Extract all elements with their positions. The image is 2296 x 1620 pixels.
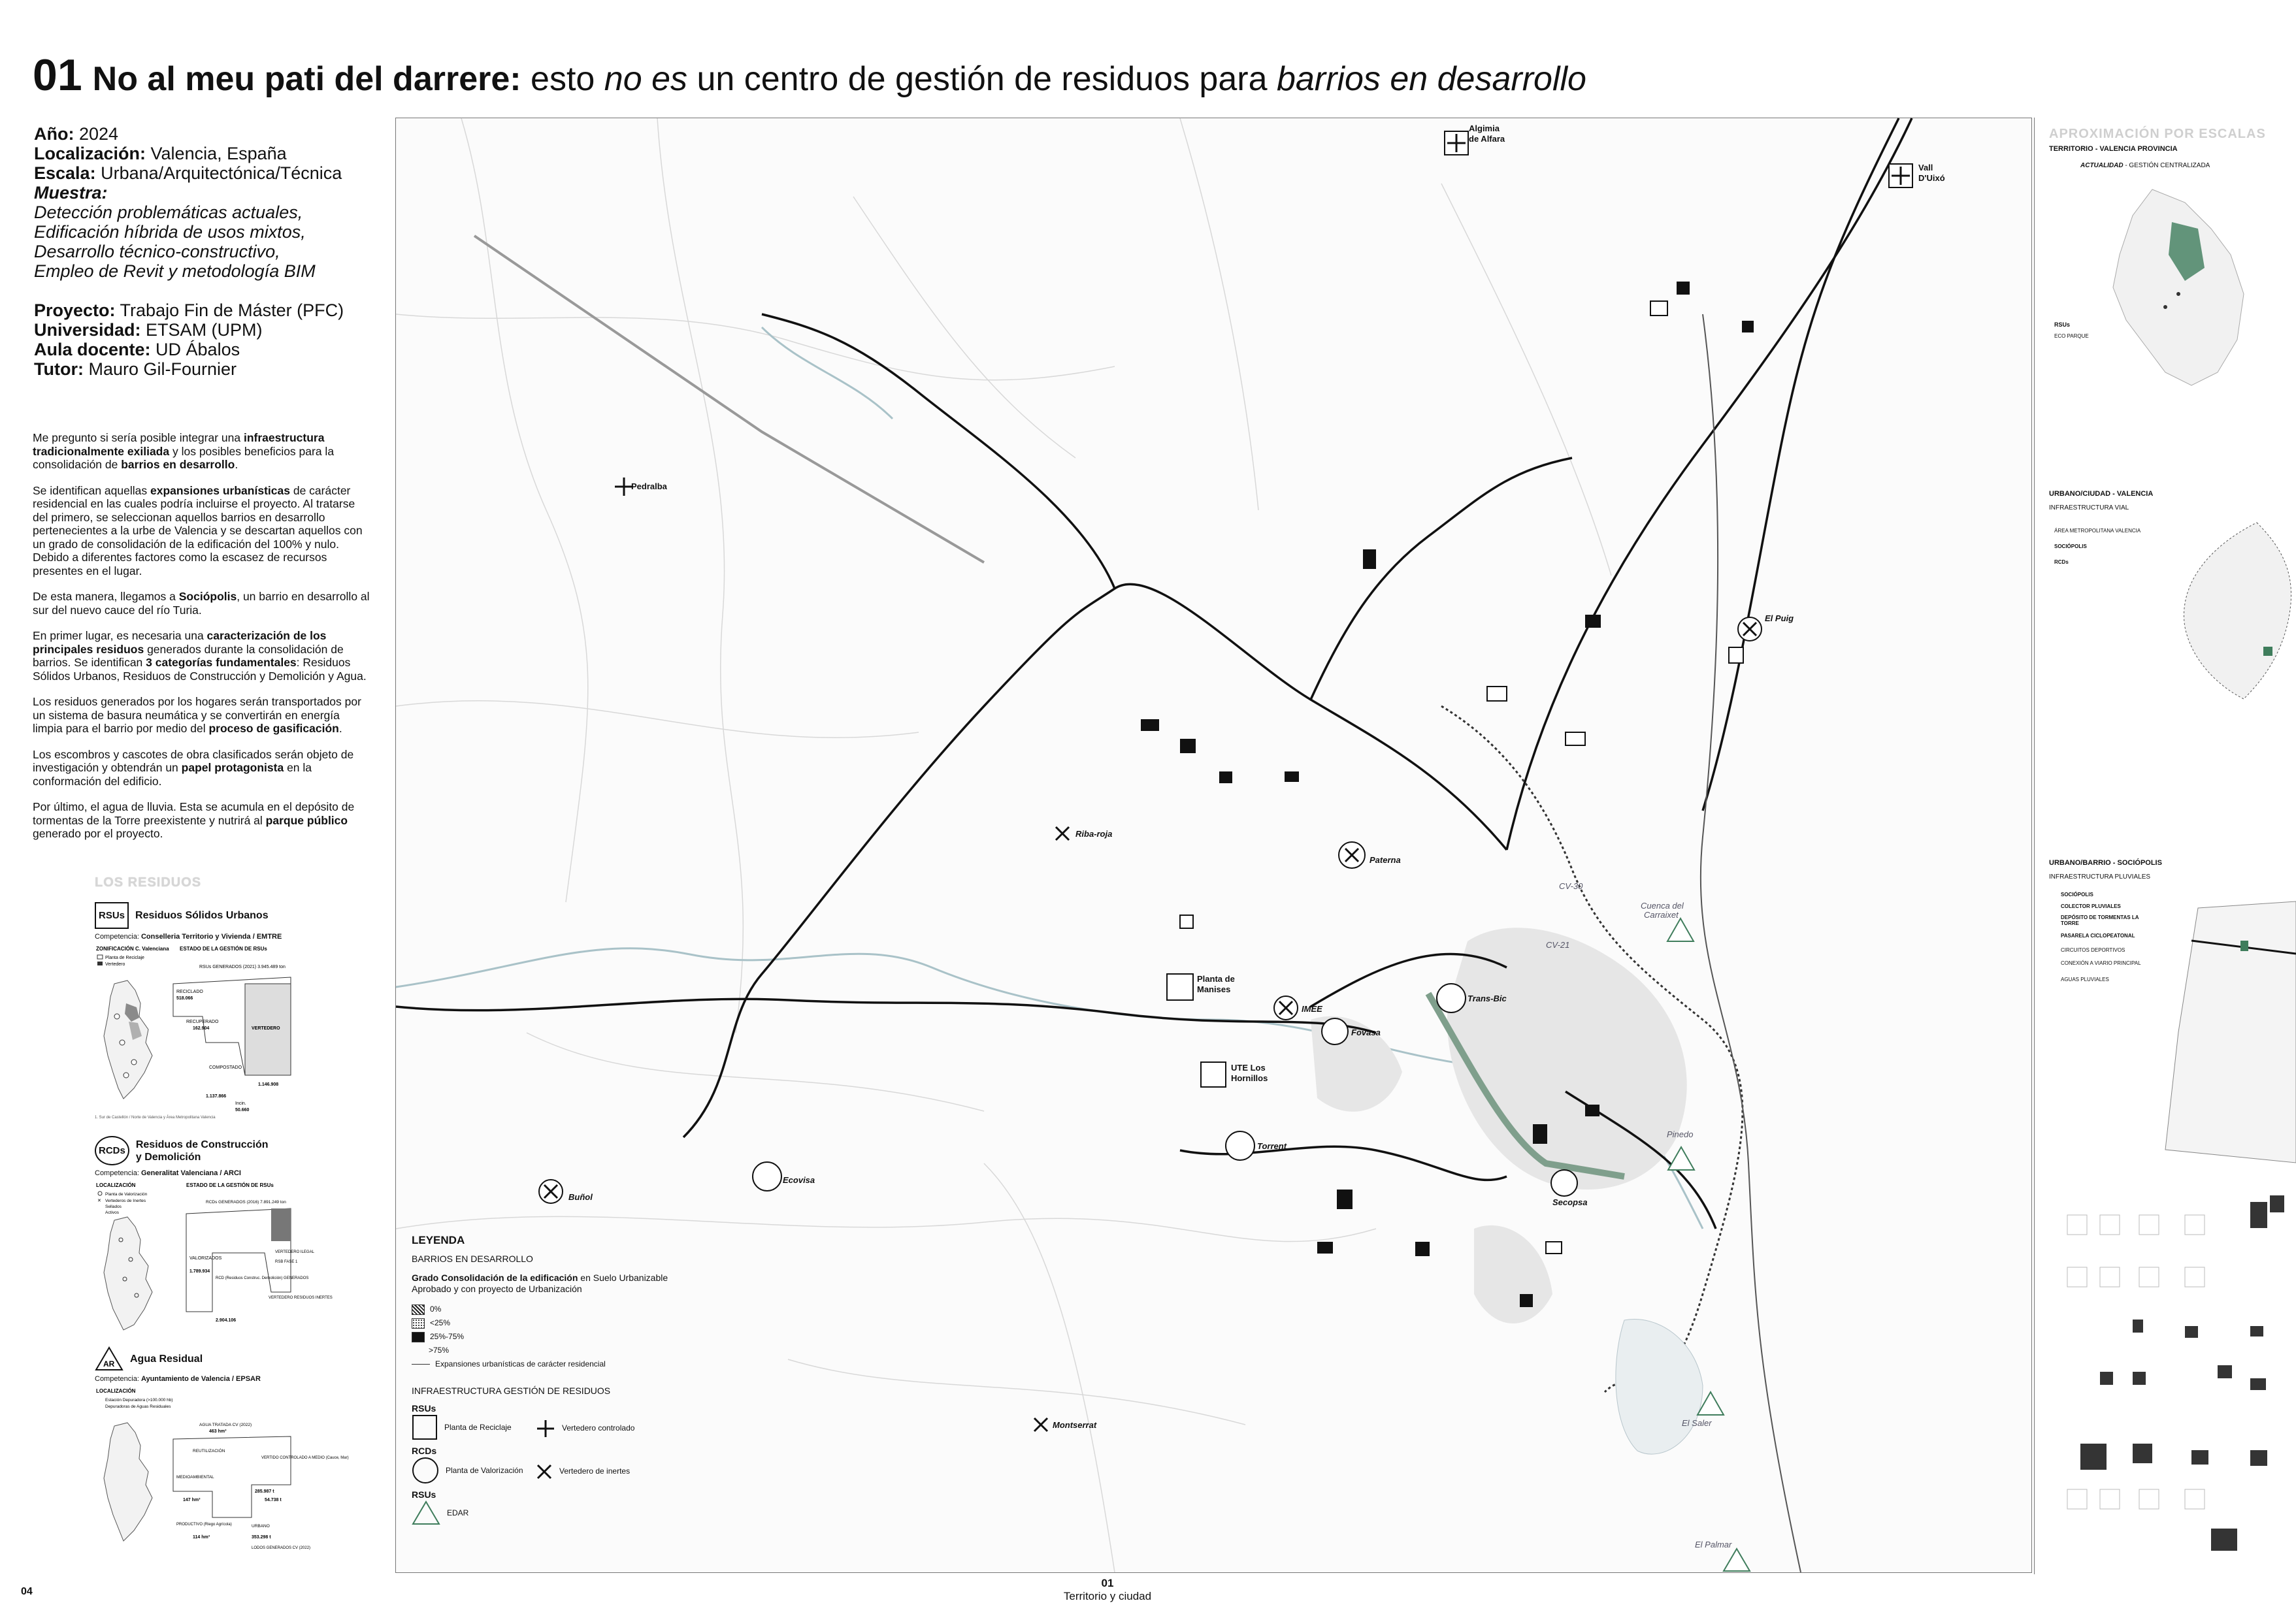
- chapter-footer: [1013, 1577, 1202, 1603]
- rsu-diagram: [95, 945, 310, 1121]
- rsu-competencia: Conselleria Territorio y Vivienda / EMTRE: [140, 933, 282, 941]
- classroom-value: UD Ábalos: [150, 340, 240, 359]
- title-italic1: no es: [604, 60, 688, 98]
- chapter-title: Territorio y ciudad: [1063, 1590, 1152, 1602]
- svg-text:VERTIDO CONTROLADO A MEDIO (Ca: VERTIDO CONTROLADO A MEDIO (Cauce, Mar): [261, 1456, 349, 1460]
- rsu-legend1: Planta de Reciclaje: [105, 956, 144, 960]
- svg-text:RCDs GENERADOS (2016) 7.891.24: RCDs GENERADOS (2016) 7.891.249 ton: [206, 1200, 286, 1205]
- legend-item-25-75: 25%-75%: [412, 1331, 686, 1342]
- svg-text:RSB FASE 1: RSB FASE 1: [275, 1260, 298, 1264]
- rcd-title: Residuos de Construcción y Demolición: [135, 1139, 269, 1163]
- svg-text:353.298 t: 353.298 t: [252, 1535, 271, 1540]
- svg-text:Estación Depuradora (>100.000: Estación Depuradora (>100.000 hb): [105, 1398, 173, 1402]
- page-title: [33, 51, 1586, 100]
- svg-text:IMEE: IMEE: [1302, 1004, 1322, 1014]
- project-value: Trabajo Fin de Máster (PFC): [115, 300, 344, 320]
- ar-competencia: Ayuntamiento de Valencia / EPSAR: [140, 1375, 261, 1383]
- svg-text:ESTADO DE LA GESTIÓN DE RSUs: ESTADO DE LA GESTIÓN DE RSUs: [186, 1182, 274, 1188]
- svg-text:50.660: 50.660: [235, 1108, 250, 1112]
- svg-text:Fovasa: Fovasa: [1351, 1028, 1381, 1037]
- valorizacion-icon: [1322, 1018, 1348, 1045]
- sample-item: Edificación híbrida de usos mixtos,: [34, 222, 306, 242]
- legend-subtitle: BARRIOS EN DESARROLLO: [412, 1254, 533, 1264]
- rcd-badge: RCDs: [95, 1136, 129, 1165]
- svg-text:Hornillos: Hornillos: [1231, 1073, 1268, 1083]
- svg-text:RCD (Residuos Construc. Demoli: RCD (Residuos Construc. Demolición) GENERADOS: [216, 1276, 309, 1280]
- svg-text:D'Uixó: D'Uixó: [1918, 173, 1945, 183]
- svg-text:147 hm³: 147 hm³: [183, 1498, 201, 1502]
- valorizacion-icon: [1551, 1170, 1577, 1196]
- svg-text:Secopsa: Secopsa: [1552, 1197, 1588, 1207]
- albufera-lake: [1616, 1319, 1703, 1454]
- svg-text:Pinedo: Pinedo: [1667, 1129, 1694, 1139]
- sample-item: Desarrollo técnico-constructivo,: [34, 242, 280, 261]
- intro-paragraph: De esta manera, llegamos a Sociópolis, un barrio en desarrollo al sur del nuevo cauce del río Turia.: [33, 590, 370, 617]
- svg-text:518.066: 518.066: [176, 996, 193, 1001]
- barrios-catalogue: [2041, 1189, 2289, 1568]
- rsu-sub2: ESTADO DE LA GESTIÓN DE RSUs: [180, 946, 267, 952]
- project-label: Proyecto:: [34, 300, 116, 320]
- scale-value: Urbana/Arquitectónica/Técnica: [95, 163, 342, 183]
- intro-paragraph: Los escombros y cascotes de obra clasificados serán objeto de investigación y obtendrán un papel protagonista en la conformación del edificio.: [33, 747, 354, 788]
- svg-text:1.137.866: 1.137.866: [206, 1094, 227, 1099]
- rsu-block: RSUs Residuos Sólidos Urbanos Competencia: Conselleria Territorio y Vivienda / EMTRE ZONIFICACIÓN C. Valenciana ESTADO DE LA GESTIÓN DE RSUs Planta de Reciclaje Vertedero RSUs GENERADOS (2021) 3.945.489 ton RECICLADO 518.066 RECUPERADO 162.904 COMPOSTADO 1.137.866 VERTEDERO 1.146.908 Incin. 50.660 1. Sur de Castellón / Norte de Valencia y Área Metropolitana Valencia: [95, 902, 310, 1124]
- vertedero-inertes-icon: [1034, 1418, 1047, 1431]
- intro-paragraph: En primer lugar, es necesaria una caracterización de los principales residuos generados durante la consolidación de barrios. Se identifican 3 categorías fundamentales: Residuos Sólidos Urbanos, Residuos de Construcción y Demolición y Agua.: [33, 629, 367, 683]
- reciclaje-icon: [1167, 974, 1193, 1000]
- tutor-label: Tutor:: [34, 359, 84, 379]
- svg-text:VALORIZADOS: VALORIZADOS: [189, 1256, 222, 1261]
- reciclaje-icon: [1201, 1062, 1226, 1087]
- vertedero-inertes-legend-icon: [536, 1463, 553, 1480]
- year-value: 2024: [74, 124, 119, 144]
- rsu-legend2: Vertedero: [105, 962, 125, 967]
- scales-panel: APROXIMACIÓN POR ESCALAS TERRITORIO - VALENCIA PROVINCIA ACTUALIDAD - GESTIÓN CENTRALIZADA RSUs ECO PARQUE URBANO/CIUDAD - VALENCIA INFRAESTRUCTURA VIAL ÁREA METROPOLITANA VALENCIA SOCIÓPOLIS RCDs URBANO/BARRIO - SOCIÓPOLIS INFRAESTRUCTURA PLUVIALES SOCIÓPOLIS COLECTOR PLUVIALES DEPÓSITO DE TORMENTAS LA TORRE PASARELA CICLOPEATONAL CIRCUITOS DEPORTIVOS CONEXIÓN A VIARIO PRINCIPAL AGUAS PLUVIALES: [2034, 118, 2293, 1574]
- valorizacion-inertes-icon: [1339, 842, 1365, 868]
- valorizacion-inertes-icon: [1738, 617, 1762, 641]
- coastline: [1701, 314, 1801, 1572]
- barrio-map: [2100, 901, 2296, 1176]
- intro-text: [33, 431, 372, 853]
- title-part1: esto: [521, 60, 604, 98]
- svg-text:de Alfara: de Alfara: [1469, 134, 1505, 144]
- ar-title: Agua Residual: [130, 1353, 203, 1365]
- valorizacion-icon: [1226, 1131, 1255, 1160]
- svg-text:54.738 t: 54.738 t: [265, 1498, 282, 1502]
- svg-text:1. Sur de Castellón / Norte de: 1. Sur de Castellón / Norte de Valencia y Área Metropolitana Valencia: [95, 1116, 216, 1120]
- svg-text:Torrent: Torrent: [1257, 1141, 1287, 1151]
- svg-text:Planta de: Planta de: [1197, 974, 1235, 984]
- valorizacion-icon: [1437, 984, 1466, 1012]
- map-labels: [568, 123, 1945, 1549]
- legend-item-0: 0%: [412, 1304, 686, 1315]
- urban-area: [1311, 928, 1687, 1323]
- svg-text:285.987 t: 285.987 t: [255, 1489, 274, 1494]
- title-italic2: barrios en desarrollo: [1276, 60, 1586, 98]
- label-algimia: Algimia: [1469, 123, 1500, 133]
- vertedero-inertes-icon: [1056, 827, 1069, 840]
- svg-text:Montserrat: Montserrat: [1053, 1420, 1097, 1430]
- svg-text:MEDIOAMBIENTAL: MEDIOAMBIENTAL: [176, 1475, 214, 1480]
- sample-item: Empleo de Revit y metodología BIM: [34, 261, 316, 281]
- residuos-heading: LOS RESIDUOS: [95, 875, 202, 890]
- rsu-title: Residuos Sólidos Urbanos: [135, 910, 269, 921]
- rail-line: [474, 236, 984, 562]
- svg-text:LODOS GENERADOS CV (2022): LODOS GENERADOS CV (2022): [252, 1546, 311, 1550]
- svg-text:VERTEDERO: VERTEDERO: [252, 1026, 280, 1031]
- sample-item: Detección problemáticas actuales,: [34, 202, 303, 222]
- valorizacion-inertes-icon: [1274, 996, 1298, 1020]
- legend-description: Grado Consolidación de la edificación en Suelo Urbanizable Aprobado y con proyecto de Urbanización: [412, 1272, 668, 1294]
- rsu-sub1: ZONIFICACIÓN C. Valenciana: [96, 946, 169, 952]
- edar-icon: [1667, 918, 1750, 1571]
- svg-text:Riba-roja: Riba-roja: [1075, 829, 1113, 839]
- page-number: 04: [21, 1586, 33, 1597]
- svg-text:✕: ✕: [97, 1199, 101, 1203]
- svg-text:Pedralba: Pedralba: [631, 481, 667, 491]
- territorio-map: [2074, 176, 2289, 398]
- vertedero-controlado-icon: [1445, 131, 1468, 155]
- svg-text:Depuradoras de Aguas Residuale: Depuradoras de Aguas Residuales: [105, 1404, 171, 1409]
- ar-diagram: [95, 1387, 349, 1583]
- svg-text:El Palmar: El Palmar: [1695, 1540, 1732, 1549]
- edar-legend-icon: [412, 1500, 440, 1525]
- title-part2: un centro de gestión de residuos para: [687, 60, 1277, 98]
- svg-text:REUTILIZACIÓN: REUTILIZACIÓN: [193, 1449, 225, 1453]
- legend-item-25: <25%: [412, 1318, 686, 1329]
- svg-text:1.789.934: 1.789.934: [189, 1269, 210, 1274]
- svg-text:Incin.: Incin.: [235, 1101, 246, 1106]
- university-label: Universidad:: [34, 320, 141, 340]
- university-value: ETSAM (UPM): [140, 320, 263, 340]
- title-number: 01: [33, 50, 82, 100]
- valorizacion-icon: [753, 1162, 781, 1191]
- svg-text:Vertederos de Inertes: Vertederos de Inertes: [105, 1199, 146, 1203]
- svg-text:Planta de Valorización: Planta de Valorización: [105, 1192, 148, 1197]
- rcd-competencia: Generalitat Valenciana / ARCI: [140, 1169, 241, 1177]
- sample-label: Muestra:: [34, 183, 108, 202]
- rcd-block: RCDs Residuos de Construcción y Demolición Competencia: Generalitat Valenciana / ARCI LOCALIZACIÓN ESTADO DE LA GESTIÓN DE RSUs Planta de Valorización ✕ Vertederos de Inertes Sellados Activos RCDs GENERADOS (2016) 7.891.249 ton VALORIZADOS 1.789.934 RCD (Residuos Construc. Demolición) GENERADOS 2.904.106 VERTEDERO ILEGAL RSB FASE 1 VERTEDERO RESIDUOS INERTES: [95, 1136, 310, 1335]
- svg-text:Vall: Vall: [1918, 163, 1933, 172]
- svg-text:CV-30: CV-30: [1559, 881, 1583, 891]
- location-value: Valencia, España: [146, 144, 287, 163]
- svg-text:Sellados: Sellados: [105, 1205, 122, 1209]
- svg-text:AR: AR: [103, 1359, 115, 1369]
- project-meta: [34, 124, 374, 379]
- vertedero-controlado-legend-icon: [536, 1419, 555, 1438]
- scale-label: Escala:: [34, 163, 96, 183]
- svg-text:El Puig: El Puig: [1765, 613, 1794, 623]
- scales-heading: APROXIMACIÓN POR ESCALAS: [2049, 127, 2266, 141]
- svg-text:RECUPERADO: RECUPERADO: [186, 1020, 219, 1024]
- tutor-value: Mauro Gil-Fournier: [83, 359, 237, 379]
- svg-text:Buñol: Buñol: [568, 1192, 593, 1202]
- intro-paragraph: Por último, el agua de lluvia. Esta se acumula en el depósito de tormentas de la Torre preexistente y nutrirá al parque público generado por el proyecto.: [33, 800, 355, 840]
- svg-text:COMPOSTADO: COMPOSTADO: [209, 1065, 242, 1070]
- title-bold: No al meu pati del darrere:: [92, 60, 521, 98]
- svg-text:AGUA TRATADA CV (2022): AGUA TRATADA CV (2022): [199, 1423, 252, 1427]
- rsu-total: RSUs GENERADOS (2021) 3.945.489 ton: [199, 965, 286, 969]
- map-legend: LEYENDA BARRIOS EN DESARROLLO Grado Consolidación de la edificación en Suelo Urbanizable Aprobado y con proyecto de Urbanización 0% <25% 25%-75% >75% Expansiones urbanísticas de carácter residencial INFRAESTRUCTURA GESTIÓN DE RESIDUOS RSUs Planta de Reciclaje Vertedero controlado RCDs Planta de Valorización Vertedero de inertes RSUs EDAR: [412, 1235, 686, 1525]
- residuos-panel: [95, 875, 349, 1586]
- legend-infra-title: INFRAESTRUCTURA GESTIÓN DE RESIDUOS: [412, 1385, 611, 1396]
- valorizacion-inertes-icon: [539, 1180, 563, 1203]
- svg-text:Trans-Bic: Trans-Bic: [1468, 994, 1507, 1003]
- svg-text:Carraixet: Carraixet: [1644, 910, 1679, 920]
- legend-item-expansion: Expansiones urbanísticas de carácter residencial: [412, 1359, 686, 1370]
- ciudad-map: [2165, 510, 2296, 745]
- svg-text:El Saler: El Saler: [1682, 1418, 1712, 1428]
- svg-text:2.904.106: 2.904.106: [216, 1318, 237, 1323]
- svg-text:LOCALIZACIÓN: LOCALIZACIÓN: [96, 1182, 136, 1188]
- legend-item-75: >75%: [429, 1346, 450, 1355]
- svg-text:Activos: Activos: [105, 1210, 119, 1215]
- intro-paragraph: Me pregunto si sería posible integrar una infraestructura tradicionalmente exiliada y los posibles beneficios para la consolidación de barrios en desarrollo.: [33, 431, 335, 471]
- location-label: Localización:: [34, 144, 146, 163]
- svg-text:463 hm³: 463 hm³: [209, 1429, 227, 1434]
- intro-paragraph: Los residuos generados por los hogares serán transportados por un sistema de basura neumática y se convertirán en energía limpia para el barrio por medio del proceso de gasificación.: [33, 695, 361, 735]
- reciclaje-legend-icon: [412, 1414, 438, 1440]
- ar-badge-triangle: [95, 1346, 123, 1371]
- svg-text:PRODUCTIVO (Riego Agrícola): PRODUCTIVO (Riego Agrícola): [176, 1523, 232, 1527]
- svg-text:114 hm³: 114 hm³: [193, 1535, 210, 1540]
- svg-text:Manises: Manises: [1197, 984, 1231, 994]
- svg-text:VERTEDERO RESIDUOS INERTES: VERTEDERO RESIDUOS INERTES: [269, 1296, 333, 1300]
- intro-paragraph: Se identifican aquellas expansiones urbanísticas de carácter residencial en las cuales podría incluirse el proyecto. Al tratarse del primero, se seleccionan aquellos barrios en desarrollo pertenecientes a la urbe de Valencia y se descartan aquellos con un grado de consolidación de la edificación del 100% y nulo. Debido a diferentes factores como la escasez de recursos presentes en el lugar.: [33, 483, 363, 577]
- svg-text:UTE Los: UTE Los: [1231, 1063, 1266, 1073]
- svg-text:162.904: 162.904: [193, 1026, 210, 1031]
- svg-text:1.146.908: 1.146.908: [258, 1082, 279, 1087]
- svg-text:VERTEDERO ILEGAL: VERTEDERO ILEGAL: [275, 1250, 314, 1254]
- vertedero-controlado-icon: [615, 478, 633, 496]
- chapter-number: 01: [1101, 1577, 1114, 1589]
- svg-text:CV-21: CV-21: [1546, 940, 1570, 950]
- rsu-badge: RSUs: [95, 902, 129, 929]
- svg-text:RECICLADO: RECICLADO: [176, 990, 203, 994]
- ar-block: AR Agua Residual Competencia: Ayuntamiento de Valencia / EPSAR LOCALIZACIÓN Estación Depuradora (>100.000 hb) Depuradoras de Aguas Residuales AGUA TRATADA CV (2022) 463 hm³ REUTILIZACIÓN MEDIOAMBIENTAL 147 hm³ VERTIDO CONTROLADO A MEDIO (Cauce, Mar) 285.987 t PRODUCTIVO (Riego Agrícola) 114 hm³ URBANO 353.298 t LODOS GENERADOS CV (2022) 54.738 t: [95, 1346, 310, 1586]
- svg-text:Paterna: Paterna: [1369, 855, 1401, 865]
- svg-text:Ecovisa: Ecovisa: [783, 1175, 815, 1185]
- classroom-label: Aula docente:: [34, 340, 151, 359]
- svg-text:LOCALIZACIÓN: LOCALIZACIÓN: [96, 1388, 136, 1394]
- rcd-diagram: [95, 1181, 333, 1331]
- legend-title: LEYENDA: [412, 1234, 465, 1246]
- year-label: Año:: [34, 124, 74, 144]
- svg-text:URBANO: URBANO: [252, 1524, 270, 1529]
- svg-text:Cuenca del: Cuenca del: [1641, 901, 1684, 911]
- vertedero-controlado-icon: [1889, 164, 1912, 187]
- valorizacion-legend-icon: [412, 1457, 439, 1484]
